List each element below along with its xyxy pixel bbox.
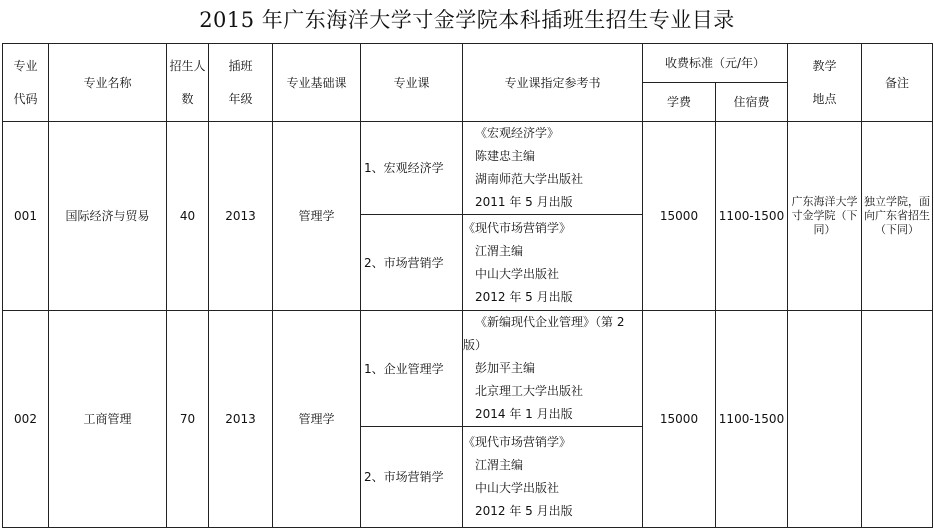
table-row xyxy=(3,122,933,215)
book-title: 《现代市场营销学》 xyxy=(463,220,572,235)
cell-tuition: 15000 xyxy=(643,122,716,311)
table-row xyxy=(3,311,933,427)
book-title: 《宏观经济学》 xyxy=(475,126,560,140)
header-fee-standard: 收费标准（元/年） xyxy=(643,44,788,83)
cell-reference-book xyxy=(463,311,643,427)
cell-reference-book xyxy=(463,427,643,528)
header-reference-books: 专业课指定参考书 xyxy=(463,44,643,122)
header-location xyxy=(788,44,862,122)
major-catalog-table xyxy=(2,43,933,528)
header-grade-line2: 年级 xyxy=(228,91,253,106)
book-date: 2014 年 1 月出版 xyxy=(475,407,573,421)
cell-dorm-fee: 1100-1500 xyxy=(716,311,788,528)
book-publisher: 湖南师范大学出版社 xyxy=(475,172,584,186)
book-editor: 江渭主编 xyxy=(475,243,524,258)
cell-quota: 40 xyxy=(167,122,209,311)
header-code-line1: 专业 xyxy=(13,58,38,73)
book-title-cont: 版） xyxy=(463,338,488,352)
header-location-line1: 教学 xyxy=(812,58,837,73)
header-remarks: 备注 xyxy=(862,44,933,122)
cell-name: 工商管理 xyxy=(49,311,167,528)
cell-location: 广东海洋大学寸金学院（下同） xyxy=(788,122,862,311)
header-code-line2: 代码 xyxy=(13,91,38,106)
cell-code: 001 xyxy=(3,122,49,311)
page-title: 2015 年广东海洋大学寸金学院本科插班生招生专业目录 xyxy=(199,8,735,32)
book-publisher: 中山大学出版社 xyxy=(475,481,560,495)
header-basic-course: 专业基础课 xyxy=(273,44,361,122)
cell-remarks xyxy=(862,311,933,528)
cell-basic-course: 管理学 xyxy=(273,311,361,528)
header-row xyxy=(3,44,933,83)
cell-remarks: 独立学院，面向广东省招生（下同） xyxy=(862,122,933,311)
cell-reference-book xyxy=(463,215,643,311)
header-name: 专业名称 xyxy=(49,44,167,122)
cell-code: 002 xyxy=(3,311,49,528)
cell-dorm-fee: 1100-1500 xyxy=(716,122,788,311)
cell-grade: 2013 xyxy=(209,122,273,311)
header-tuition: 学费 xyxy=(643,83,716,122)
cell-reference-book xyxy=(463,122,643,215)
book-date: 2011 年 5 月出版 xyxy=(475,195,573,209)
header-major-course: 专业课 xyxy=(361,44,463,122)
book-title: 《现代市场营销学》 xyxy=(463,435,572,449)
header-quota xyxy=(167,44,209,122)
cell-name: 国际经济与贸易 xyxy=(49,122,167,311)
cell-major-course: 2、市场营销学 xyxy=(361,215,463,311)
cell-grade: 2013 xyxy=(209,311,273,528)
book-editor: 彭加平主编 xyxy=(475,361,536,375)
cell-basic-course: 管理学 xyxy=(273,122,361,311)
book-editor: 江渭主编 xyxy=(475,458,524,472)
book-publisher: 北京理工大学出版社 xyxy=(475,384,584,398)
header-dorm-fee: 住宿费 xyxy=(716,83,788,122)
book-editor: 陈建忠主编 xyxy=(475,149,536,163)
header-location-line2: 地点 xyxy=(812,91,837,106)
header-grade xyxy=(209,44,273,122)
header-quota-line2: 数 xyxy=(181,91,194,106)
book-date: 2012 年 5 月出版 xyxy=(475,289,573,304)
header-quota-line1: 招生人 xyxy=(169,58,206,73)
header-grade-line1: 插班 xyxy=(228,58,253,73)
book-date: 2012 年 5 月出版 xyxy=(475,504,573,518)
cell-tuition: 15000 xyxy=(643,311,716,528)
cell-major-course: 1、企业管理学 xyxy=(361,311,463,427)
header-code xyxy=(3,44,49,122)
book-title: 《新编现代企业管理》（第 2 xyxy=(475,315,625,329)
cell-major-course: 2、市场营销学 xyxy=(361,427,463,528)
cell-location xyxy=(788,311,862,528)
cell-quota: 70 xyxy=(167,311,209,528)
book-publisher: 中山大学出版社 xyxy=(475,266,560,281)
cell-major-course: 1、宏观经济学 xyxy=(361,122,463,215)
